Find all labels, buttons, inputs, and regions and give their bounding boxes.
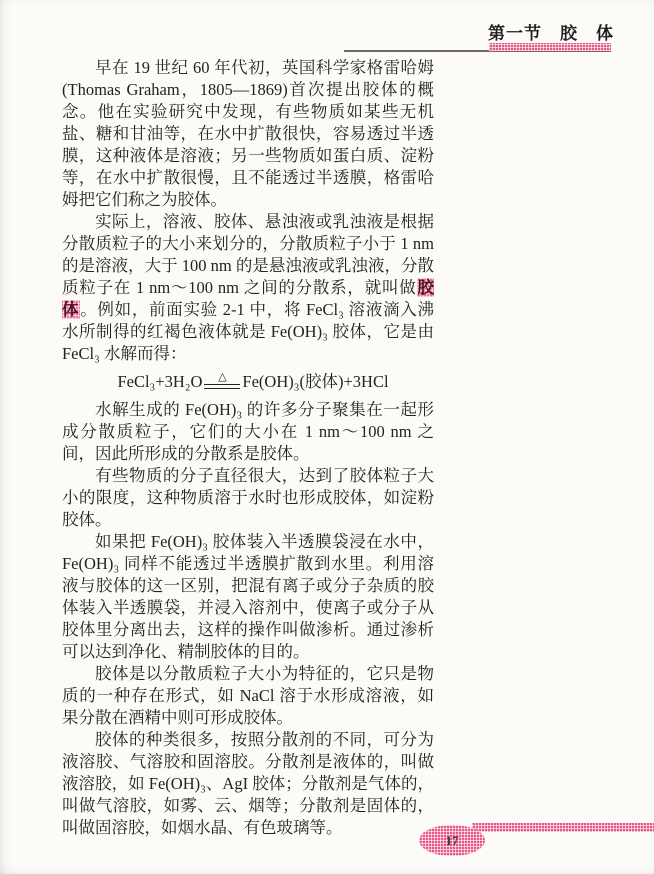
- paragraph-dialysis: 如果把 Fe(OH)₃ 胶体装入半透膜袋浸在水中，Fe(OH)₃ 同样不能透过半透膜扩散到水里。利用溶液与胶体的这一区别，把混有离子或分子杂质的胶体装入半透膜袋，并浸入溶剂中，使离子或分子从胶体里分离出去，这样的操作叫做渗析。通过渗析可以达到净化、精制胶体的目的。: [62, 532, 434, 661]
- paragraph-large-molecules: 有些物质的分子直径很大，达到了胶体粒子大小的限度，这种物质溶于水时也形成胶体，如淀粉胶体。: [62, 466, 434, 529]
- footer-accent-line: [472, 823, 654, 832]
- paragraph-colloid-types: 胶体的种类很多，按照分散剂的不同，可分为液溶胶、气溶胶和固溶胶。分散剂是液体的，叫做液溶胶，如 Fe(OH)₃、AgI 胶体；分散剂是气体的，叫做气溶胶，如雾、云、烟等；分散剂是固体的，叫做固溶胶，如烟水晶、有色玻璃等。: [62, 730, 434, 837]
- page-number-badge: [419, 825, 485, 856]
- equation-reactants: FeCl₃+3H₂O: [117, 372, 203, 391]
- paragraph-text: 。例如，前面实验 2-1 中，将 FeCl₃ 溶液滴入沸水所制得的红褐色液体就是 Fe(OH)₃ 胶体，它是由 FeCl₃ 水解而得：: [62, 300, 435, 363]
- section-title: 第一节 胶 体: [488, 24, 614, 43]
- reaction-condition: [204, 372, 240, 389]
- body-text: [62, 57, 434, 839]
- chemical-equation: [72, 367, 434, 397]
- paragraph-colloid-characteristic: 胶体是以分散质粒子大小为特征的，它只是物质的一种存在形式，如 NaCl 溶于水形成溶液，如果分散在酒精中则可形成胶体。: [62, 664, 434, 727]
- paragraph-dispersion-classification: [62, 211, 434, 365]
- delta-heat-symbol: △: [218, 370, 227, 383]
- highlighted-term-colloid: 胶体: [62, 278, 434, 319]
- paragraph-text: 实际上，溶液、胶体、悬浊液或乳浊液是根据分散质粒子的大小来划分的，分散质粒子小于 1 nm 的是溶液，大于 100 nm 的是悬浊液或乳浊液，分散质粒子在 1 nm～100 nm 之间的分散系，就叫做: [62, 212, 434, 297]
- paragraph-intro-graham: 早在 19 世纪 60 年代初，英国科学家格雷哈姆(Thomas Graham，1805—1869)首次提出胶体的概念。他在实验研究中发现，有些物质如某些无机盐、糖和甘油等，在水中扩散很快，容易透过半透膜，这种液体是溶液；另一些物质如蛋白质、淀粉等，在水中扩散很慢，且不能透过半透膜，格雷哈姆把它们称之为胶体。: [62, 58, 434, 209]
- equation-double-line: [204, 384, 240, 389]
- paragraph-hydrolysis-particles: 水解生成的 Fe(OH)₃ 的许多分子聚集在一起形成分散质粒子，它们的大小在 1 nm～100 nm 之间，因此所形成的分散系是胶体。: [62, 400, 434, 463]
- page-number: 17: [445, 832, 459, 848]
- header-accent-bar: [489, 43, 611, 51]
- equation-products: Fe(OH)₃(胶体)+3HCl: [242, 372, 389, 391]
